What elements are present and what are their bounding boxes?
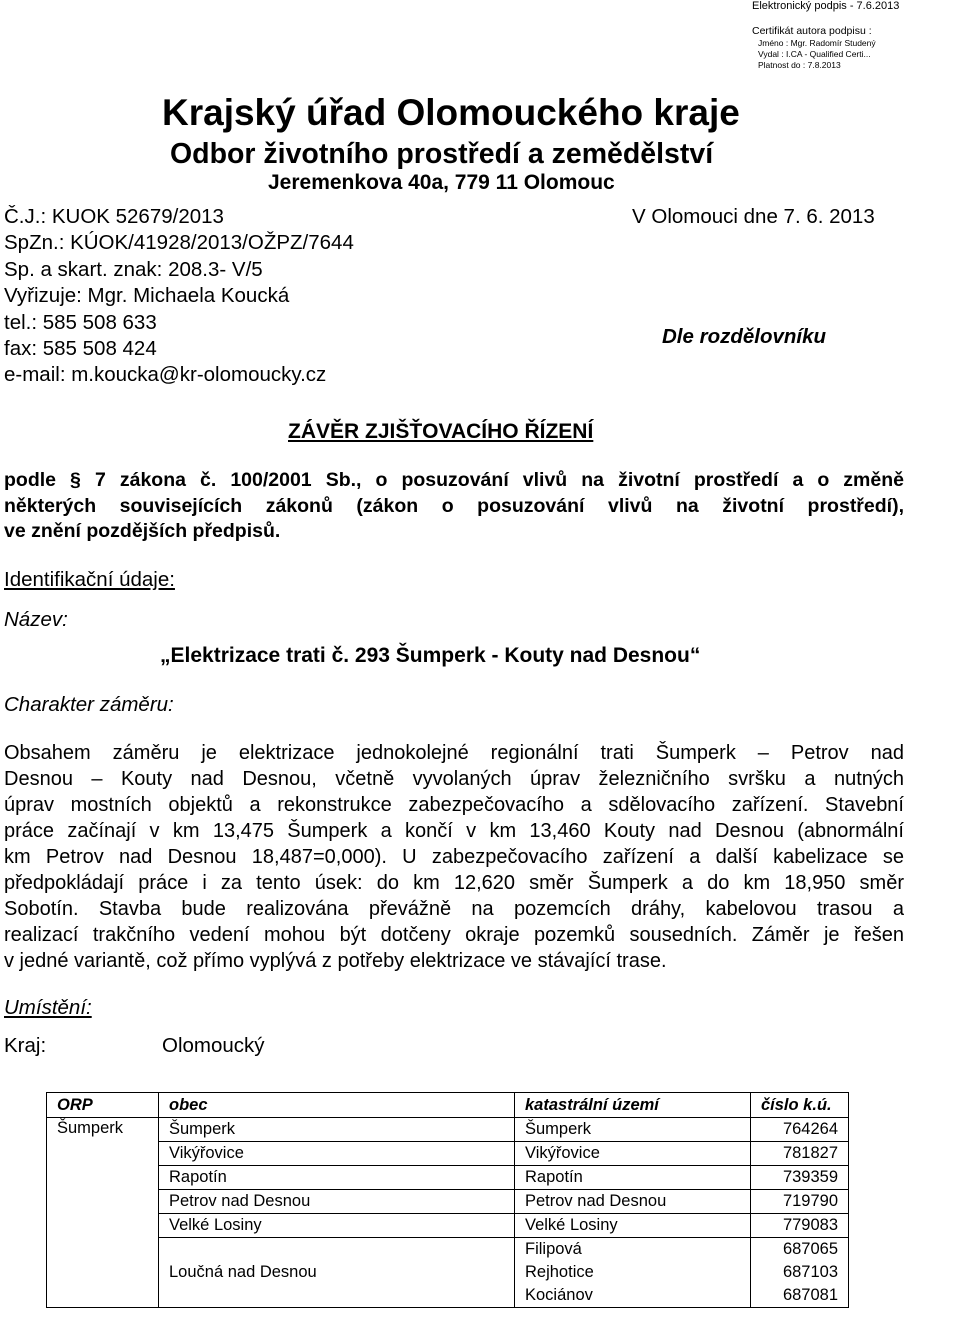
ku-cell: Velké Losiny xyxy=(515,1214,751,1238)
ku-cell: Kociánov xyxy=(515,1284,751,1308)
email: e-mail: m.koucka@kr-olomoucky.cz xyxy=(4,363,327,386)
table-row xyxy=(47,1118,849,1142)
description-line: km Petrov nad Desnou 18,487=0,000). U zabezpečovacího zařízení a další kabelizace se xyxy=(4,846,904,868)
cislo-cell: 779083 xyxy=(751,1214,849,1238)
region-value: Olomoucký xyxy=(162,1034,265,1057)
document-date: V Olomouci dne 7. 6. 2013 xyxy=(632,205,875,228)
signature-name: Jméno : Mgr. Radomír Studený xyxy=(758,37,876,48)
document-title: ZÁVĚR ZJIŠŤOVACÍHO ŘÍZENÍ xyxy=(288,420,594,443)
obec-cell: Šumperk xyxy=(159,1118,515,1142)
name-label: Název: xyxy=(4,608,68,631)
header-ku: katastrální území xyxy=(515,1093,751,1118)
ku-cell: Šumperk xyxy=(515,1118,751,1142)
cislo-cell: 687065 xyxy=(751,1238,849,1262)
description-line: úprav mostních objektů a rekonstrukce zabezpečovacího a sdělovacího zařízení. Stavební xyxy=(4,794,904,816)
location-table xyxy=(46,1092,849,1308)
cislo-cell: 687081 xyxy=(751,1284,849,1308)
table-row xyxy=(47,1142,849,1166)
obec-cell: Rapotín xyxy=(159,1166,515,1190)
reference-spzn: SpZn.: KÚOK/41928/2013/OŽPZ/7644 xyxy=(4,231,354,254)
signature-issuer: Vydal : I.CA - Qualified Certi... xyxy=(758,48,871,59)
header-cislo: číslo k.ú. xyxy=(751,1093,849,1118)
description-line: Obsahem záměru je elektrizace jednokolejné regionální trati Šumperk – Petrov nad xyxy=(4,742,904,764)
region-label: Kraj: xyxy=(4,1034,47,1057)
recipient: Dle rozdělovníku xyxy=(662,325,827,348)
ku-cell: Rapotín xyxy=(515,1166,751,1190)
header-orp: ORP xyxy=(47,1093,159,1118)
reference-skart: Sp. a skart. znak: 208.3- V/5 xyxy=(4,258,263,281)
office-address: Jeremenkova 40a, 779 11 Olomouc xyxy=(268,171,615,194)
reference-cj: Č.J.: KUOK 52679/2013 xyxy=(4,205,224,228)
description-line: předpokládají práce i za tento úsek: do km 12,620 směr Šumperk a do km 18,950 směr xyxy=(4,872,904,894)
cislo-cell: 781827 xyxy=(751,1142,849,1166)
fax: fax: 585 508 424 xyxy=(4,337,157,360)
character-label: Charakter záměru: xyxy=(4,693,174,716)
header-obec: obec xyxy=(159,1093,515,1118)
intro-paragraph xyxy=(4,468,904,545)
description-line: Desnou – Kouty nad Desnou, včetně vyvolaných úprav železničního svršku a nutných xyxy=(4,768,904,790)
phone: tel.: 585 508 633 xyxy=(4,311,157,334)
obec-cell: Velké Losiny xyxy=(159,1214,515,1238)
description-line: práce začínají v km 13,475 Šumperk a končí v km 13,460 Kouty nad Desnou (abnormální xyxy=(4,820,904,842)
office-name: Krajský úřad Olomouckého kraje xyxy=(162,92,740,133)
table-header-row xyxy=(47,1093,849,1118)
intro-line: podle § 7 zákona č. 100/2001 Sb., o posuzování vlivů na životní prostředí a o změně xyxy=(4,469,904,491)
signature-date: Elektronický podpis - 7.6.2013 xyxy=(752,0,900,12)
cislo-cell: 719790 xyxy=(751,1190,849,1214)
orp-cell: Šumperk xyxy=(47,1118,159,1308)
ku-cell: Rejhotice xyxy=(515,1261,751,1284)
project-description xyxy=(4,740,904,974)
table-row xyxy=(47,1214,849,1238)
ku-cell: Vikýřovice xyxy=(515,1142,751,1166)
cislo-cell: 687103 xyxy=(751,1261,849,1284)
description-line: v jedné variantě, což přímo vyplývá z potřeby elektrizace ve stávající trase. xyxy=(4,950,667,972)
intro-line: některých souvisejících zákonů (zákon o posuzování vlivů na životní prostředí), xyxy=(4,494,904,517)
identification-heading: Identifikační údaje: xyxy=(4,568,175,591)
obec-cell: Loučná nad Desnou xyxy=(159,1238,515,1308)
table-row xyxy=(47,1238,849,1262)
handled-by: Vyřizuje: Mgr. Michaela Koucká xyxy=(4,284,290,307)
cislo-cell: 739359 xyxy=(751,1166,849,1190)
signature-validity: Platnost do : 7.8.2013 xyxy=(758,60,841,71)
electronic-signature-block xyxy=(752,0,952,70)
intro-line: ve znění pozdějších předpisů. xyxy=(4,520,281,542)
obec-cell: Petrov nad Desnou xyxy=(159,1190,515,1214)
department-name: Odbor životního prostředí a zemědělství xyxy=(170,138,714,170)
signature-cert-label: Certifikát autora podpisu : xyxy=(752,25,872,38)
project-name: „Elektrizace trati č. 293 Šumperk - Kouty nad Desnou“ xyxy=(160,644,701,667)
ku-cell: Petrov nad Desnou xyxy=(515,1190,751,1214)
obec-cell: Vikýřovice xyxy=(159,1142,515,1166)
ku-cell: Filipová xyxy=(515,1238,751,1262)
table-row xyxy=(47,1190,849,1214)
location-heading: Umístění: xyxy=(4,996,92,1019)
description-line: realizací trakčního vedení mohou být dotčeny okraje pozemků sousedních. Záměr je řešen xyxy=(4,924,904,946)
table-row xyxy=(47,1166,849,1190)
description-line: Sobotín. Stavba bude realizována převážně na pozemcích dráhy, kabelovou trasou a xyxy=(4,898,904,920)
cislo-cell: 764264 xyxy=(751,1118,849,1142)
